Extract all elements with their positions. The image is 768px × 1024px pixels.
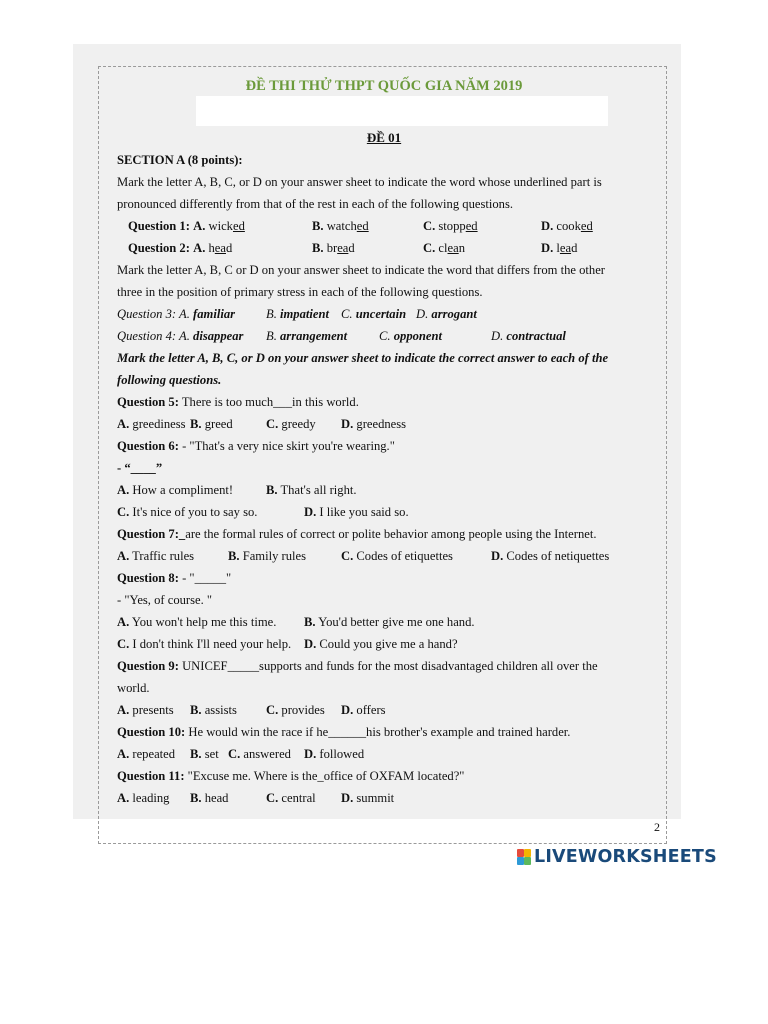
question-9-option-d: D. offers [341,703,386,717]
question-10-option-c: C. answered [228,747,291,761]
question-5-option-c: C. greedy [266,417,316,431]
instruction-3-line-2: following questions. [117,373,222,387]
question-6: Question 6: - "That's a very nice skirt you're wearing." [117,439,395,453]
question-5-option-b: B. greed [190,417,233,431]
question-1-option-b: B. watched [312,219,369,233]
question-8-option-c: C. I don't think I'll need your help. [117,637,292,651]
question-6-reply: - “____” [117,461,163,475]
question-5-option-d: D. greedness [341,417,407,431]
question-3: Question 3: A. familiar [117,307,236,321]
question-10: Question 10: He would win the race if he______his brother's example and trained harder. [117,725,571,739]
question-2-option-c: C. clean [423,241,465,255]
question-10-option-b: B. set [190,747,219,761]
exam-title: ĐỀ THI THỬ THPT QUỐC GIA NĂM 2019 [245,78,523,94]
question-9-line-2: world. [117,681,150,695]
question-1-option-d: D. cooked [541,219,593,233]
question-9-option-b: B. assists [190,703,237,717]
instruction-2-line-1: Mark the letter A, B, C or D on your answer sheet to indicate the word that differs from the other [117,263,605,277]
question-2: Question 2: A. head [128,241,233,255]
question-6-option-d: D. I like you said so. [304,505,409,519]
question-8: Question 8: - "_____" [117,571,232,585]
question-6-option-a: A. How a compliment! [117,483,234,497]
question-1-option-c: C. stopped [423,219,478,233]
question-4: Question 4: A. disappear [117,329,244,343]
question-8-option-d: D. Could you give me a hand? [304,637,458,651]
question-11-option-c: C. central [266,791,316,805]
liveworksheets-brand: LIVEWORKSHEETS [534,847,717,867]
question-4-option-d: D. contractual [491,329,566,343]
instruction-2-line-2: three in the position of primary stress in each of the following questions. [117,285,483,299]
question-8-reply: - "Yes, of course. " [117,593,213,607]
section-heading: SECTION A (8 points): [117,153,243,167]
exam-code: ĐỀ 01 [366,130,402,145]
question-11-option-a: A. leading [117,791,170,805]
question-7-option-b: B. Family rules [228,549,307,563]
question-8-option-b: B. You'd better give me one hand. [304,615,475,629]
question-5: Question 5: There is too much___in this world. [117,395,359,409]
page-number: 2 [654,820,660,834]
instruction-1-line-1: Mark the letter A, B, C, or D on your answer sheet to indicate the word whose underlined part is [117,175,602,189]
instruction-3-line-1: Mark the letter A, B, C, or D on your answer sheet to indicate the correct answer to each of the [117,351,609,365]
question-10-option-d: D. followed [304,747,365,761]
question-11: Question 11: "Excuse me. Where is the_office of OXFAM located?" [117,769,465,783]
liveworksheets-logo-icon [517,849,531,865]
question-11-option-b: B. head [190,791,229,805]
question-2-option-b: B. bread [312,241,355,255]
liveworksheets-logo[interactable] [517,846,717,868]
question-5-option-a: A. greediness [117,417,186,431]
question-2-option-d: D. lead [541,241,578,255]
question-7-option-c: C. Codes of etiquettes [341,549,453,563]
question-4-option-b: B. arrangement [266,329,348,343]
question-1: Question 1: A. wicked [128,219,245,233]
question-6-option-b: B. That's all right. [266,483,357,497]
question-3-option-b: B. impatient [266,307,329,321]
question-4-option-c: C. opponent [379,329,443,343]
question-7-option-a: A. Traffic rules [117,549,195,563]
question-11-option-d: D. summit [341,791,395,805]
question-10-option-a: A. repeated [117,747,176,761]
question-9-option-c: C. provides [266,703,325,717]
question-3-option-c: C. uncertain [341,307,407,321]
question-8-option-a: A. You won't help me this time. [117,615,277,629]
question-3-option-d: D. arrogant [416,307,477,321]
question-7: Question 7:_are the formal rules of correct or polite behavior among people using the Internet. [117,527,597,541]
question-9: Question 9: UNICEF_____supports and funds for the most disadvantaged children all over the [117,659,598,673]
redacted-band [196,96,608,126]
question-6-option-c: C. It's nice of you to say so. [117,505,258,519]
question-9-option-a: A. presents [117,703,174,717]
instruction-1-line-2: pronounced differently from that of the rest in each of the following questions. [117,197,514,211]
question-7-option-d: D. Codes of netiquettes [491,549,610,563]
